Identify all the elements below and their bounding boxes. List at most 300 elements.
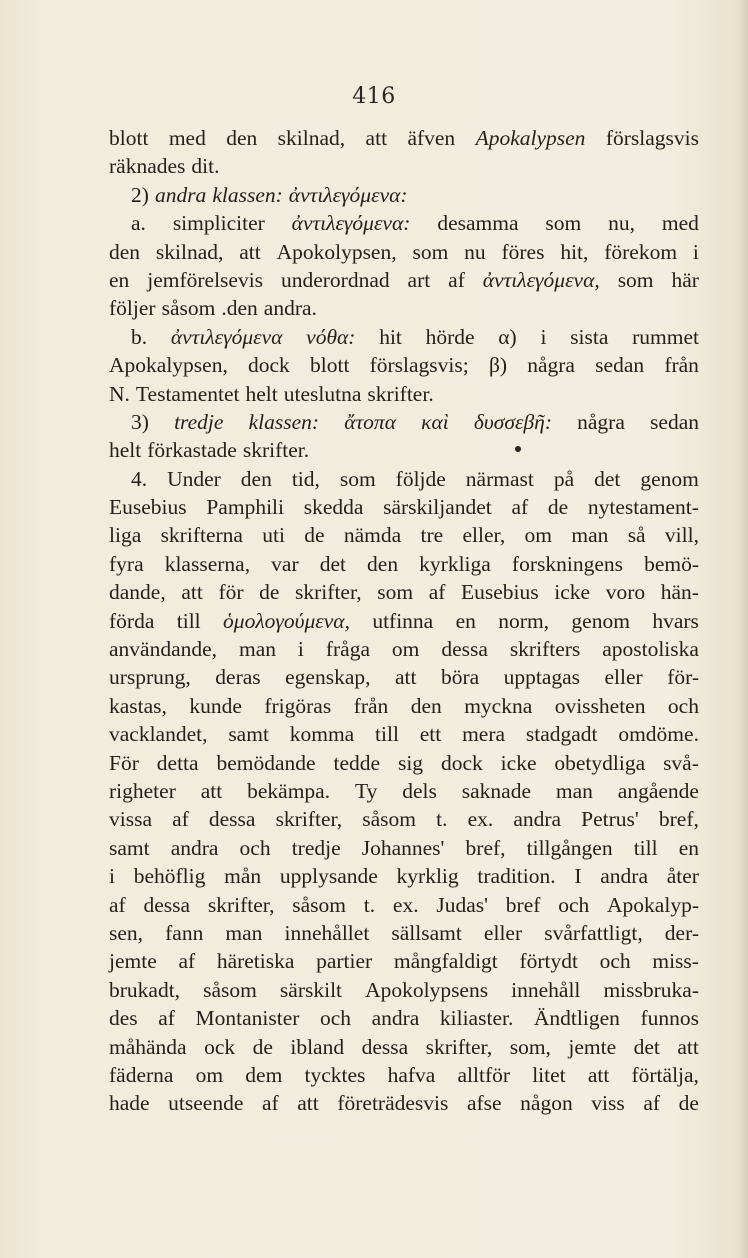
word: med bbox=[168, 126, 206, 150]
word: bemödande bbox=[216, 750, 316, 775]
word: t. bbox=[436, 807, 448, 832]
word: Petrus' bbox=[581, 807, 639, 832]
word: a. bbox=[131, 211, 146, 236]
word: några bbox=[577, 409, 625, 434]
word: att bbox=[181, 580, 203, 605]
word: såsom bbox=[292, 892, 346, 917]
word: art bbox=[407, 267, 431, 292]
word: kyrklig bbox=[396, 864, 459, 889]
word: att bbox=[200, 778, 223, 803]
word: fäderna bbox=[109, 1062, 174, 1087]
text-line bbox=[109, 919, 699, 947]
word: till bbox=[375, 722, 399, 747]
word: till bbox=[176, 608, 201, 633]
text-line bbox=[109, 124, 699, 152]
word: någon bbox=[520, 1091, 573, 1116]
italic-word: ὁμολογούμενα, bbox=[223, 608, 350, 633]
word: kastas, bbox=[109, 693, 167, 718]
italic-word: tredje bbox=[174, 409, 224, 434]
word: af bbox=[172, 807, 189, 832]
word: desamma bbox=[437, 211, 519, 236]
word: angående bbox=[617, 778, 699, 803]
word: de bbox=[678, 1091, 699, 1116]
word: eller, bbox=[462, 523, 506, 548]
word: förtydt bbox=[519, 949, 578, 974]
italic-word: ἀντιλεγόμενα: bbox=[291, 211, 411, 236]
word: stadgadt bbox=[525, 722, 598, 747]
word: skrifter, bbox=[295, 580, 362, 605]
word: på bbox=[553, 466, 575, 491]
word: såsom bbox=[203, 977, 257, 1002]
word: skilnad, bbox=[277, 126, 346, 150]
word: dessa bbox=[208, 807, 256, 832]
word: närmast bbox=[465, 466, 534, 491]
word: företrädesvis bbox=[337, 1091, 449, 1116]
text-line bbox=[109, 947, 699, 975]
word: forskningens bbox=[511, 551, 623, 576]
word: som bbox=[617, 267, 654, 292]
text-line bbox=[109, 323, 699, 351]
word: från bbox=[664, 353, 699, 378]
text-line bbox=[109, 1089, 699, 1117]
word: såsom bbox=[362, 807, 417, 832]
word: svårfattligt, bbox=[544, 920, 643, 945]
word: med bbox=[661, 211, 699, 236]
word: jemförelsevis bbox=[147, 267, 264, 292]
word: dock bbox=[248, 353, 290, 378]
word: klasserna, bbox=[164, 551, 251, 576]
word: Testamentet bbox=[135, 381, 240, 406]
word: man bbox=[238, 637, 276, 662]
text-line bbox=[109, 663, 699, 691]
text-line bbox=[109, 550, 699, 578]
word: vill, bbox=[664, 523, 699, 548]
word: upptagas bbox=[503, 665, 581, 690]
word: voro bbox=[605, 580, 646, 605]
word: des bbox=[109, 1006, 138, 1031]
word: för- bbox=[667, 665, 699, 690]
word: dande, bbox=[109, 580, 166, 605]
word: skrifter, bbox=[425, 1034, 493, 1059]
word: Eusebius bbox=[109, 495, 187, 520]
word: fyra bbox=[109, 551, 144, 576]
word: simpliciter bbox=[172, 211, 265, 236]
word: af bbox=[261, 1091, 279, 1116]
word: bref bbox=[505, 892, 541, 917]
word: förslagsvis; bbox=[369, 353, 469, 378]
italic-word: νόθα: bbox=[306, 324, 356, 349]
word: och bbox=[319, 1006, 352, 1031]
italic-word: ἀντιλεγόμενα: bbox=[288, 182, 408, 207]
word: .den bbox=[221, 296, 258, 321]
text-line bbox=[109, 976, 699, 1004]
word: andra bbox=[371, 1006, 420, 1031]
word: hörde bbox=[425, 324, 475, 349]
word: litet bbox=[532, 1062, 566, 1087]
word: I bbox=[574, 864, 582, 889]
word: utfinna bbox=[372, 608, 434, 633]
word: alltför bbox=[457, 1062, 511, 1087]
word: af bbox=[158, 1006, 175, 1031]
word: särskiljandet bbox=[383, 495, 492, 520]
word: som bbox=[545, 211, 582, 236]
word: tillgången bbox=[526, 835, 613, 860]
word: sig bbox=[397, 750, 424, 775]
word: icke bbox=[500, 750, 537, 775]
word: i bbox=[109, 864, 115, 889]
word: följde bbox=[395, 466, 446, 491]
word: Apokolypsen, bbox=[276, 239, 397, 264]
word: man bbox=[225, 920, 263, 945]
word: af bbox=[448, 267, 465, 292]
italic-word: klassen: bbox=[212, 182, 283, 207]
text-line bbox=[109, 380, 699, 408]
word: obetydliga bbox=[554, 750, 646, 775]
text-line bbox=[109, 1004, 699, 1032]
word: förtälja, bbox=[631, 1062, 699, 1087]
word: ett bbox=[419, 722, 442, 747]
word: att bbox=[239, 239, 261, 264]
word: som bbox=[339, 466, 376, 491]
word: ovissheten bbox=[554, 693, 646, 718]
word: behöflig bbox=[133, 864, 206, 889]
word: förekom bbox=[604, 239, 678, 264]
word: dem bbox=[245, 1062, 283, 1087]
word: dessa bbox=[441, 637, 488, 662]
word: att bbox=[394, 665, 417, 690]
word: dels bbox=[402, 778, 437, 803]
word: af bbox=[643, 1091, 661, 1116]
text-line bbox=[109, 777, 699, 805]
word: den bbox=[410, 693, 442, 718]
word: hafva bbox=[387, 1062, 436, 1087]
word: särskilt bbox=[279, 977, 343, 1002]
word: från bbox=[353, 693, 389, 718]
word: sedan bbox=[650, 409, 699, 434]
word: nu, bbox=[608, 211, 636, 236]
italic-word: andra bbox=[154, 182, 207, 207]
word: upplysande bbox=[279, 864, 378, 889]
word: hän- bbox=[660, 580, 699, 605]
word: den bbox=[226, 126, 258, 150]
text-line bbox=[109, 749, 699, 777]
word: förda bbox=[109, 608, 155, 633]
word: 3) bbox=[131, 409, 149, 434]
word: För bbox=[109, 750, 139, 775]
word: genom bbox=[571, 608, 630, 633]
text-line bbox=[109, 493, 699, 521]
text-line bbox=[109, 465, 699, 493]
word: tycktes bbox=[304, 1062, 366, 1087]
word: Under bbox=[167, 466, 221, 491]
word: skrifters bbox=[509, 637, 581, 662]
word: utseende bbox=[168, 1091, 244, 1116]
italic-word: καὶ bbox=[421, 409, 449, 434]
word: det bbox=[633, 1034, 660, 1059]
word: Ändtligen bbox=[533, 1006, 620, 1031]
word: tid, bbox=[291, 466, 320, 491]
word: vacklandet, bbox=[109, 722, 208, 747]
word: dessa bbox=[361, 1034, 409, 1059]
word: kiliaster. bbox=[439, 1006, 514, 1031]
italic-word: δυσσεβῆ: bbox=[473, 409, 552, 434]
word: nämda bbox=[343, 523, 402, 548]
word: Ty bbox=[354, 778, 378, 803]
word: följer bbox=[109, 296, 156, 321]
word: och bbox=[599, 949, 631, 974]
word: vissa bbox=[109, 807, 152, 832]
page-edge-shadow bbox=[738, 0, 748, 1258]
word: underordnad bbox=[280, 267, 390, 292]
word: blott bbox=[109, 126, 149, 150]
word: nu bbox=[464, 239, 486, 264]
italic-word: ἄτοπα bbox=[344, 409, 396, 434]
word: innehållet bbox=[284, 920, 370, 945]
word: såsom bbox=[161, 296, 216, 321]
word: detta bbox=[156, 750, 199, 775]
word: och bbox=[239, 835, 271, 860]
word: svå- bbox=[663, 750, 699, 775]
word: partier bbox=[316, 949, 373, 974]
word: rummet bbox=[632, 324, 699, 349]
word: liga bbox=[109, 523, 142, 548]
word: samt bbox=[228, 722, 269, 747]
word: egenskap, bbox=[285, 665, 371, 690]
word: t. bbox=[363, 892, 376, 917]
text-line bbox=[109, 578, 699, 606]
word: funnos bbox=[640, 1006, 699, 1031]
word: blott bbox=[310, 353, 350, 378]
word: af bbox=[109, 892, 126, 917]
word: var bbox=[271, 551, 299, 576]
word: af bbox=[428, 580, 446, 605]
word: den bbox=[240, 466, 272, 491]
word: samt bbox=[109, 835, 150, 860]
word: fråga bbox=[325, 637, 370, 662]
word: norm, bbox=[498, 608, 550, 633]
text-line bbox=[109, 834, 699, 862]
word: att bbox=[297, 1091, 319, 1116]
word: myckna bbox=[464, 693, 533, 718]
text-line bbox=[109, 238, 699, 266]
word: om bbox=[195, 1062, 224, 1087]
word: häretiska bbox=[216, 949, 295, 974]
word: som bbox=[377, 580, 414, 605]
word: Montanister bbox=[195, 1006, 300, 1031]
word: bemö- bbox=[644, 551, 699, 576]
word: och bbox=[667, 693, 699, 718]
word: β) bbox=[488, 353, 508, 378]
word: skrifterna bbox=[160, 523, 243, 548]
word: sen, bbox=[109, 920, 144, 945]
italic-word: klassen: bbox=[248, 409, 320, 434]
word: hade bbox=[109, 1091, 150, 1116]
word: mera bbox=[462, 722, 506, 747]
word: uteslutna bbox=[283, 381, 362, 406]
word: sista bbox=[570, 324, 609, 349]
word: jemte bbox=[568, 1034, 617, 1059]
word: eller bbox=[604, 665, 643, 690]
text-line bbox=[109, 209, 699, 237]
word: α) bbox=[498, 324, 517, 349]
word: righeter bbox=[109, 778, 176, 803]
word: missbruka- bbox=[603, 977, 699, 1002]
page-number: 416 bbox=[352, 84, 396, 109]
word: böra bbox=[440, 665, 480, 690]
word: andra bbox=[170, 835, 219, 860]
word: icke bbox=[554, 580, 591, 605]
word: förslagsvis bbox=[605, 126, 699, 150]
word: Pamphili bbox=[206, 495, 284, 520]
word: som bbox=[412, 239, 449, 264]
word: det bbox=[594, 466, 621, 491]
word: en bbox=[678, 835, 699, 860]
text-line bbox=[109, 294, 699, 322]
word: af bbox=[178, 949, 196, 974]
word: Apokalypsen, bbox=[109, 353, 228, 378]
text-line bbox=[109, 181, 699, 209]
word: en bbox=[109, 267, 130, 292]
word: här bbox=[671, 267, 699, 292]
word: i bbox=[692, 239, 699, 264]
italic-word: ἀντιλεγόμενα bbox=[170, 324, 283, 349]
word: åter bbox=[666, 864, 699, 889]
word: att bbox=[365, 126, 388, 150]
word: i bbox=[297, 637, 304, 662]
word: Judas' bbox=[436, 892, 489, 917]
word: äfven bbox=[407, 126, 456, 150]
word: kunde bbox=[189, 693, 242, 718]
word: Eusebius bbox=[461, 580, 539, 605]
word: andra. bbox=[263, 296, 317, 321]
word: viss bbox=[591, 1091, 625, 1116]
word: det bbox=[319, 551, 346, 576]
word: omdöme. bbox=[618, 722, 699, 747]
body-text bbox=[109, 124, 699, 1118]
word: ursprung, bbox=[109, 665, 191, 690]
word: deras bbox=[215, 665, 261, 690]
word: dock bbox=[440, 750, 483, 775]
word: bref, bbox=[658, 807, 699, 832]
word: afse bbox=[466, 1091, 502, 1116]
italic-word: ἀντιλεγόμενα, bbox=[482, 267, 600, 292]
word: Johannes' bbox=[361, 835, 445, 860]
word: de bbox=[252, 1034, 273, 1059]
word: mån bbox=[224, 864, 262, 889]
text-line bbox=[109, 607, 699, 635]
text-line bbox=[109, 805, 699, 833]
word: till bbox=[633, 835, 658, 860]
word: skrifter. bbox=[367, 381, 434, 406]
word: några bbox=[527, 353, 575, 378]
ink-dot-mark bbox=[515, 446, 521, 452]
word: andra bbox=[513, 807, 562, 832]
word: den bbox=[367, 551, 399, 576]
word: genom bbox=[640, 466, 699, 491]
word: dit. bbox=[191, 154, 220, 179]
word: man bbox=[555, 778, 593, 803]
word: föres bbox=[501, 239, 545, 264]
word: man bbox=[571, 523, 609, 548]
word: 2) bbox=[131, 182, 149, 207]
text-line bbox=[109, 1033, 699, 1061]
word: kyrkliga bbox=[419, 551, 491, 576]
word: de bbox=[304, 523, 325, 548]
word: Apokalyp- bbox=[607, 892, 699, 917]
word: af bbox=[511, 495, 529, 520]
word: tredje bbox=[291, 835, 341, 860]
word: sällsamt bbox=[391, 920, 462, 945]
word: måhända bbox=[109, 1034, 187, 1059]
word: fann bbox=[165, 920, 204, 945]
word: dessa bbox=[143, 892, 191, 917]
word: b. bbox=[131, 324, 148, 349]
text-line bbox=[109, 152, 699, 180]
word: i bbox=[540, 324, 547, 349]
italic-word: Apokalypsen bbox=[475, 126, 586, 150]
word: jemte bbox=[109, 949, 157, 974]
word: hit, bbox=[560, 239, 589, 264]
word: de bbox=[547, 495, 569, 520]
text-line bbox=[109, 692, 699, 720]
word: tradition. bbox=[477, 864, 556, 889]
word: uti bbox=[262, 523, 285, 548]
text-line bbox=[109, 266, 699, 294]
word: apostoliska bbox=[602, 637, 699, 662]
word: miss- bbox=[652, 949, 699, 974]
word: sedan bbox=[595, 353, 645, 378]
word: andra bbox=[600, 864, 649, 889]
text-line bbox=[109, 891, 699, 919]
word: ock bbox=[204, 1034, 236, 1059]
word: nytestament- bbox=[587, 495, 699, 520]
word: innehåll bbox=[511, 977, 581, 1002]
word: tre bbox=[420, 523, 444, 548]
word: frigöras bbox=[264, 693, 332, 718]
word: brukadt, bbox=[109, 977, 181, 1002]
text-line bbox=[109, 408, 699, 436]
word: skrifter, bbox=[207, 892, 275, 917]
word: mångfaldigt bbox=[393, 949, 498, 974]
word: bekämpa. bbox=[247, 778, 331, 803]
word: de bbox=[259, 580, 280, 605]
word: som, bbox=[509, 1034, 551, 1059]
word: skedda bbox=[303, 495, 364, 520]
word: saknade bbox=[461, 778, 531, 803]
text-line bbox=[109, 720, 699, 748]
word: den bbox=[109, 239, 141, 264]
word: helt bbox=[109, 438, 142, 463]
word: N. bbox=[109, 381, 130, 406]
word: hvars bbox=[652, 608, 699, 633]
word: skrifter, bbox=[275, 807, 343, 832]
word: om bbox=[524, 523, 553, 548]
word: om bbox=[391, 637, 420, 662]
word: der- bbox=[664, 920, 699, 945]
word: förkastade bbox=[147, 438, 237, 463]
text-line bbox=[109, 635, 699, 663]
word: ex. bbox=[392, 892, 419, 917]
word: att bbox=[677, 1034, 699, 1059]
word: komma bbox=[289, 722, 355, 747]
word: ibland bbox=[290, 1034, 345, 1059]
word: skrifter. bbox=[242, 438, 310, 463]
word: för bbox=[218, 580, 244, 605]
word: en bbox=[455, 608, 476, 633]
text-line bbox=[109, 351, 699, 379]
word: räknades bbox=[109, 154, 186, 179]
word: tedde bbox=[333, 750, 381, 775]
